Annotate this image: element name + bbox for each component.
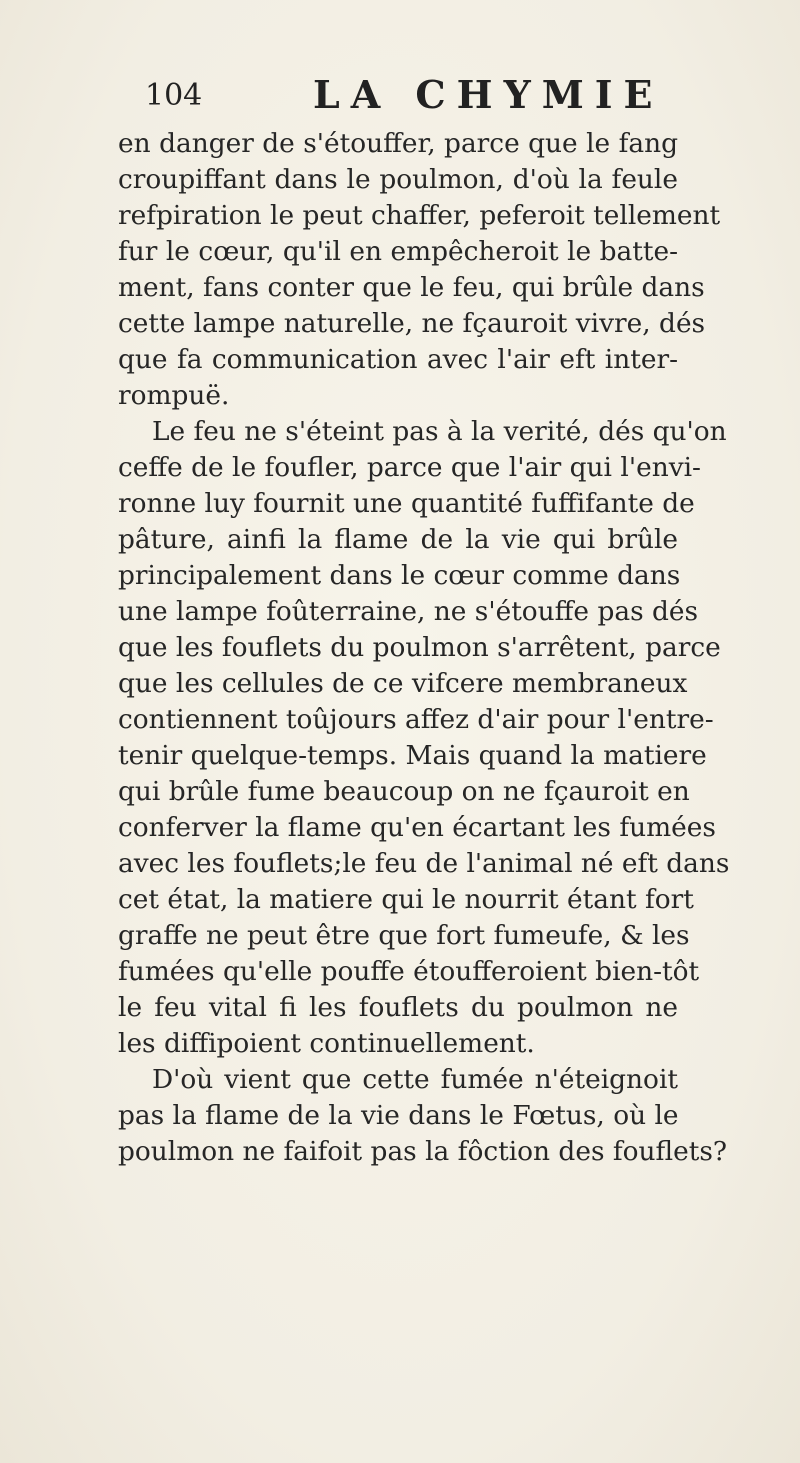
paragraph-start-line: D'où vient que cette fumée n'éteignoit: [152, 1064, 678, 1095]
text-line: que les cellules de ce vifcere membraneux: [118, 668, 688, 699]
text-line: les diffipoient continuellement.: [118, 1028, 535, 1059]
text-line: pâture, ainfi la flame de la vie qui brûle: [118, 524, 678, 555]
text-line: fur le cœur, qu'il en empêcheroit le batte-: [118, 236, 678, 267]
text-line: conferver la flame qu'en écartant les fumées: [118, 812, 716, 843]
text-line: ceffe de le foufler, parce que l'air qui l'envi-: [118, 452, 701, 483]
text-line: cet état, la matiere qui le nourrit étant fort: [118, 884, 694, 915]
text-line: graffe ne peut être que fort fumeufe, & les: [118, 920, 690, 951]
text-line: principalement dans le cœur comme dans: [118, 560, 681, 591]
text-line: une lampe foûterraine, ne s'étouffe pas dés: [118, 596, 699, 627]
body-text: [118, 126, 730, 1170]
text-line: tenir quelque-temps. Mais quand la matiere: [118, 740, 707, 771]
text-line: que fa communication avec l'air eft inter-: [118, 344, 678, 375]
text-line: le feu vital fi les fouflets du poulmon ne: [118, 992, 678, 1023]
text-line: refpiration le peut chaffer, peferoit tellement: [118, 200, 721, 231]
text-line: fumées qu'elle pouffe étoufferoient bien-tôt: [118, 956, 700, 987]
text-line: croupiffant dans le poulmon, d'où la feule: [118, 164, 678, 195]
text-line: en danger de s'étouffer, parce que le fang: [118, 128, 678, 159]
text-line: contiennent toûjours affez d'air pour l'entre-: [118, 704, 714, 735]
page-header: [145, 72, 665, 122]
text-line: cette lampe naturelle, ne fçauroit vivre, dés: [118, 308, 706, 339]
text-line: que les fouflets du poulmon s'arrêtent, parce: [118, 632, 721, 663]
paragraph-start-line: Le feu ne s'éteint pas à la verité, dés qu'on: [152, 416, 727, 447]
text-line: qui brûle fume beaucoup on ne fçauroit en: [118, 776, 690, 807]
text-line: poulmon ne faifoit pas la fôction des fouflets?: [118, 1136, 728, 1167]
text-line: ment, fans conter que le feu, qui brûle dans: [118, 272, 705, 303]
running-title: LA CHYMIE: [313, 72, 664, 117]
page-number: 104: [145, 78, 203, 113]
text-line: avec les fouflets;le feu de l'animal né eft dans: [118, 848, 730, 879]
text-line: rompuë.: [118, 380, 230, 411]
text-line: pas la flame de la vie dans le Fœtus, où le: [118, 1100, 679, 1131]
text-line: ronne luy fournit une quantité fuffifante de: [118, 488, 695, 519]
